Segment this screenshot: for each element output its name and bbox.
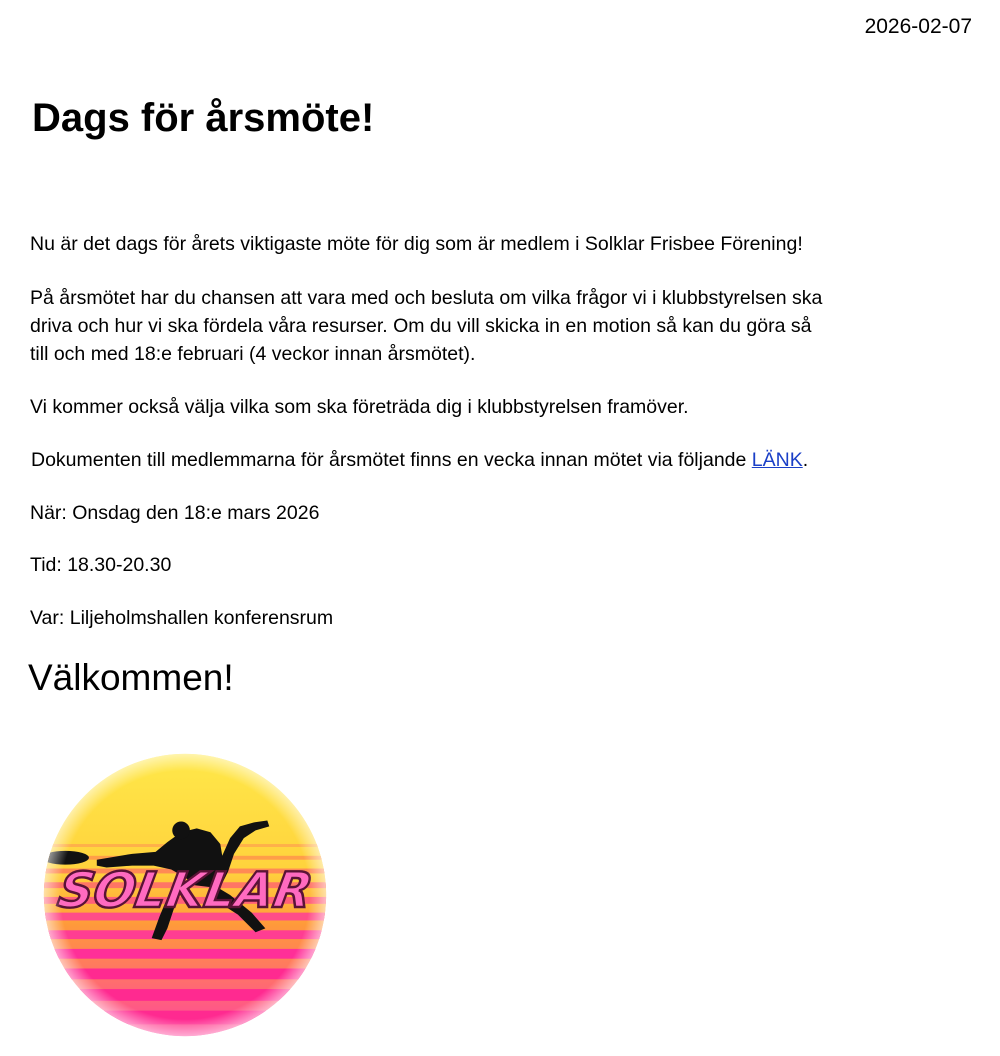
meeting-location: Var: Liljeholmshallen konferensrum bbox=[30, 607, 334, 629]
meeting-time: Tid: 18.30-20.30 bbox=[30, 554, 172, 576]
intro-paragraph: Nu är det dags för årets viktigaste möte för dig som är medlem i Solklar Frisbee Förening! bbox=[30, 233, 803, 255]
page-title: Dags för årsmöte! bbox=[32, 96, 375, 140]
documents-link[interactable]: LÄNK bbox=[751, 449, 803, 471]
documents-end: . bbox=[802, 449, 809, 471]
document-date: 2026-02-07 bbox=[864, 15, 972, 38]
motion-line-1: På årsmötet har du chansen att vara med och besluta om vilka frågor vi i klubbstyrelsen ska bbox=[30, 287, 823, 309]
meeting-date: När: Onsdag den 18:e mars 2026 bbox=[30, 502, 320, 524]
documents-paragraph bbox=[31, 446, 961, 474]
documents-text: Dokumenten till medlemmarna för årsmötet finns en vecka innan mötet via följande bbox=[31, 449, 752, 471]
motion-line-3: till och med 18:e februari (4 veckor innan årsmötet). bbox=[30, 343, 476, 365]
motion-paragraph bbox=[30, 284, 960, 368]
motion-line-2: driva och hur vi ska fördela våra resurser. Om du vill skicka in en motion så kan du göra så bbox=[30, 315, 812, 337]
welcome-text: Välkommen! bbox=[28, 657, 234, 698]
board-paragraph: Vi kommer också välja vilka som ska företräda dig i klubbstyrelsen framöver. bbox=[30, 396, 689, 418]
solklar-logo bbox=[38, 748, 332, 1042]
